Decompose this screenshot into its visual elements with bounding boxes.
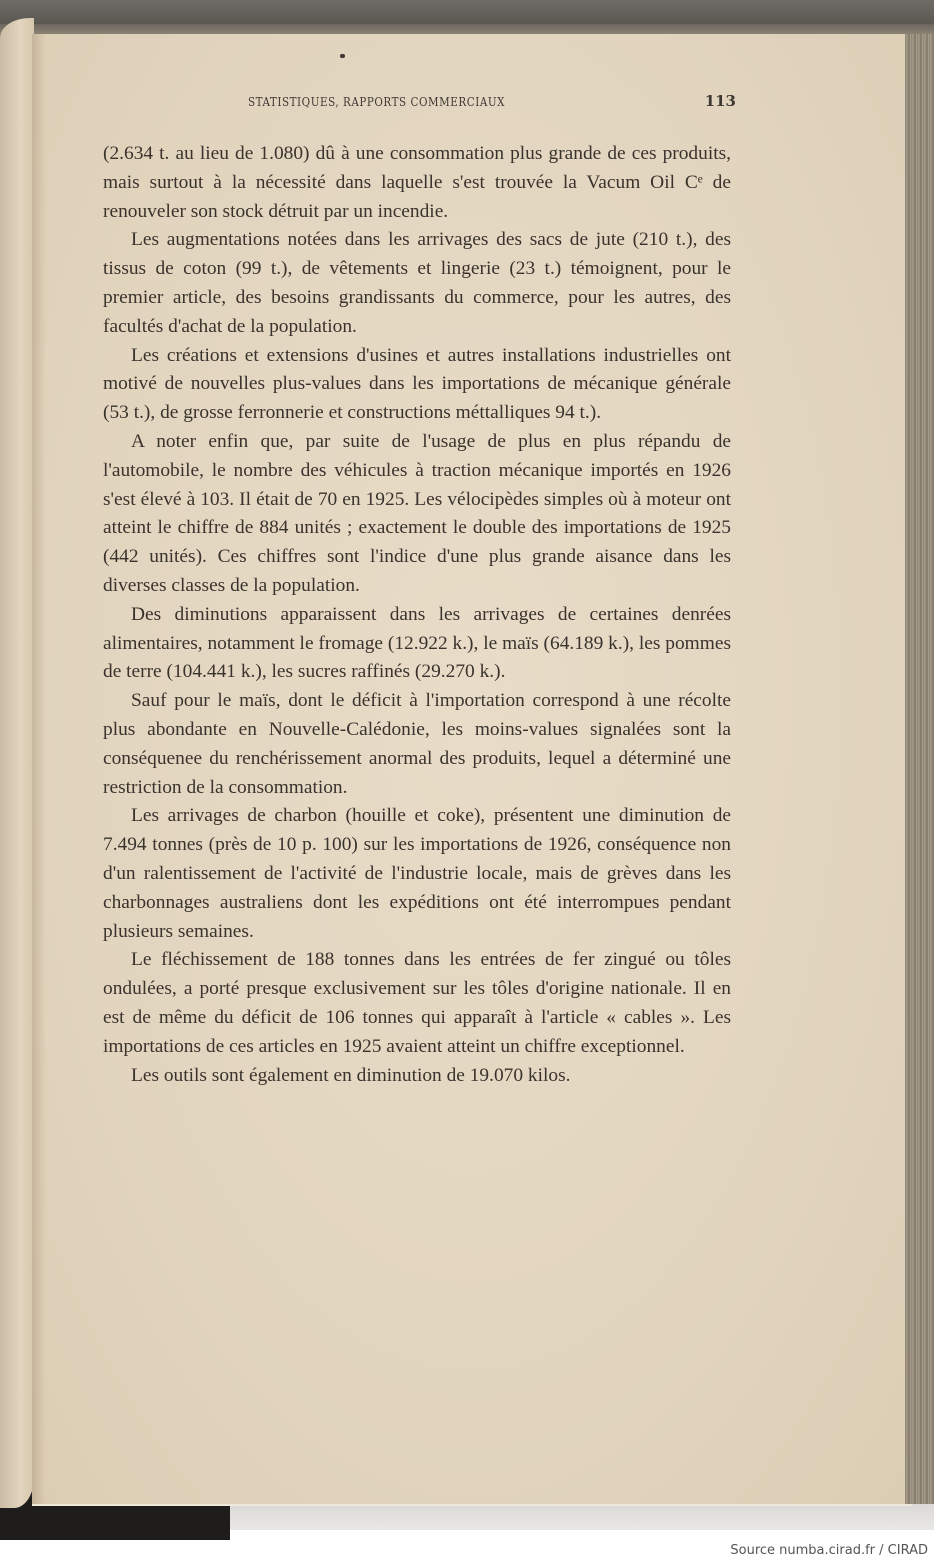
paragraph-4: A noter enfin que, par suite de l'usage de plus en plus répandu de l'automobile, le nombre des véhicules à traction mécanique importés en 1926 s'est élevé à 103. Il était de 70 en 1925. Les vélocipèdes simples où à moteur ont atteint le chiffre de 884 unités ; exactement le double des importations de 1925 (442 unités). Ces chiffres sont l'indice d'une plus grande aisance dans les diverses classes de la population. [103, 430, 731, 596]
page-header [100, 92, 738, 114]
paragraph-2: Les augmentations notées dans les arrivages des sacs de jute (210 t.), des tissus de coton (99 t.), de vêtements et lingerie (23 t.) témoignent, pour le premier article, des besoins grandissants du commerce, pour les autres, des facultés d'achat de la population. [103, 229, 731, 337]
page-stack-right-edge [905, 34, 934, 1504]
paragraph-7: Les arrivages de charbon (houille et coke), présentent une diminution de 7.494 tonnes (près de 10 p. 100) sur les importations de 1926, conséquence non d'un ralentissement de l'activité de l'industrie locale, mais de grèves dans les charbonnages australiens dont les expéditions ont été interrompues pendant plusieurs semaines. [103, 805, 731, 942]
paragraph-8: Le fléchissement de 188 tonnes dans les entrées de fer zingué ou tôles ondulées, a porté presque exclusivement sur les tôles d'origine nationale. Il en est de même du déficit de 106 tonnes qui apparaît à l'article « cables ». Les importations de ces articles en 1925 avaient atteint un chiffre exceptionnel. [103, 949, 731, 1057]
gutter-shadow [32, 34, 46, 1504]
previous-page-edge [0, 18, 34, 1508]
paragraph-1: (2.634 t. au lieu de 1.080) dû à une consommation plus grande de ces produits, mais surtout à la nécessité dans laquelle s'est trouvée la Vacum Oil Cᵉ de renouveler son stock détruit par un incendie. [103, 143, 731, 222]
paragraph-5: Des diminutions apparaissent dans les arrivages de certaines denrées alimentaires, notamment le fromage (12.922 k.), le maïs (64.189 k.), les pommes de terre (104.441 k.), les sucres raffinés (29.270 k.). [103, 603, 731, 683]
page-number: 113 [704, 92, 736, 110]
body-text [103, 140, 731, 1090]
page-stack-top-edge [0, 24, 934, 34]
source-credit: Source numba.cirad.fr / CIRAD [730, 1543, 928, 1558]
paragraph-9: Les outils sont également en diminution de 19.070 kilos. [131, 1064, 571, 1086]
paragraph-6: Sauf pour le maïs, dont le déficit à l'importation correspond à une récolte plus abondante en Nouvelle-Calédonie, les moins-values signalées sont la conséquenee du renchérissement anormal des produits, lequel a déterminé une restriction de la consommation. [103, 690, 731, 798]
ink-speck [340, 54, 345, 58]
running-head: STATISTIQUES, RAPPORTS COMMERCIAUX [248, 94, 506, 109]
paragraph-3: Les créations et extensions d'usines et autres installations industrielles ont motivé de nouvelles plus-values dans les importations de mécanique générale (53 t.), de grosse ferronnerie et constructions méttalliques 94 t.). [103, 344, 731, 424]
